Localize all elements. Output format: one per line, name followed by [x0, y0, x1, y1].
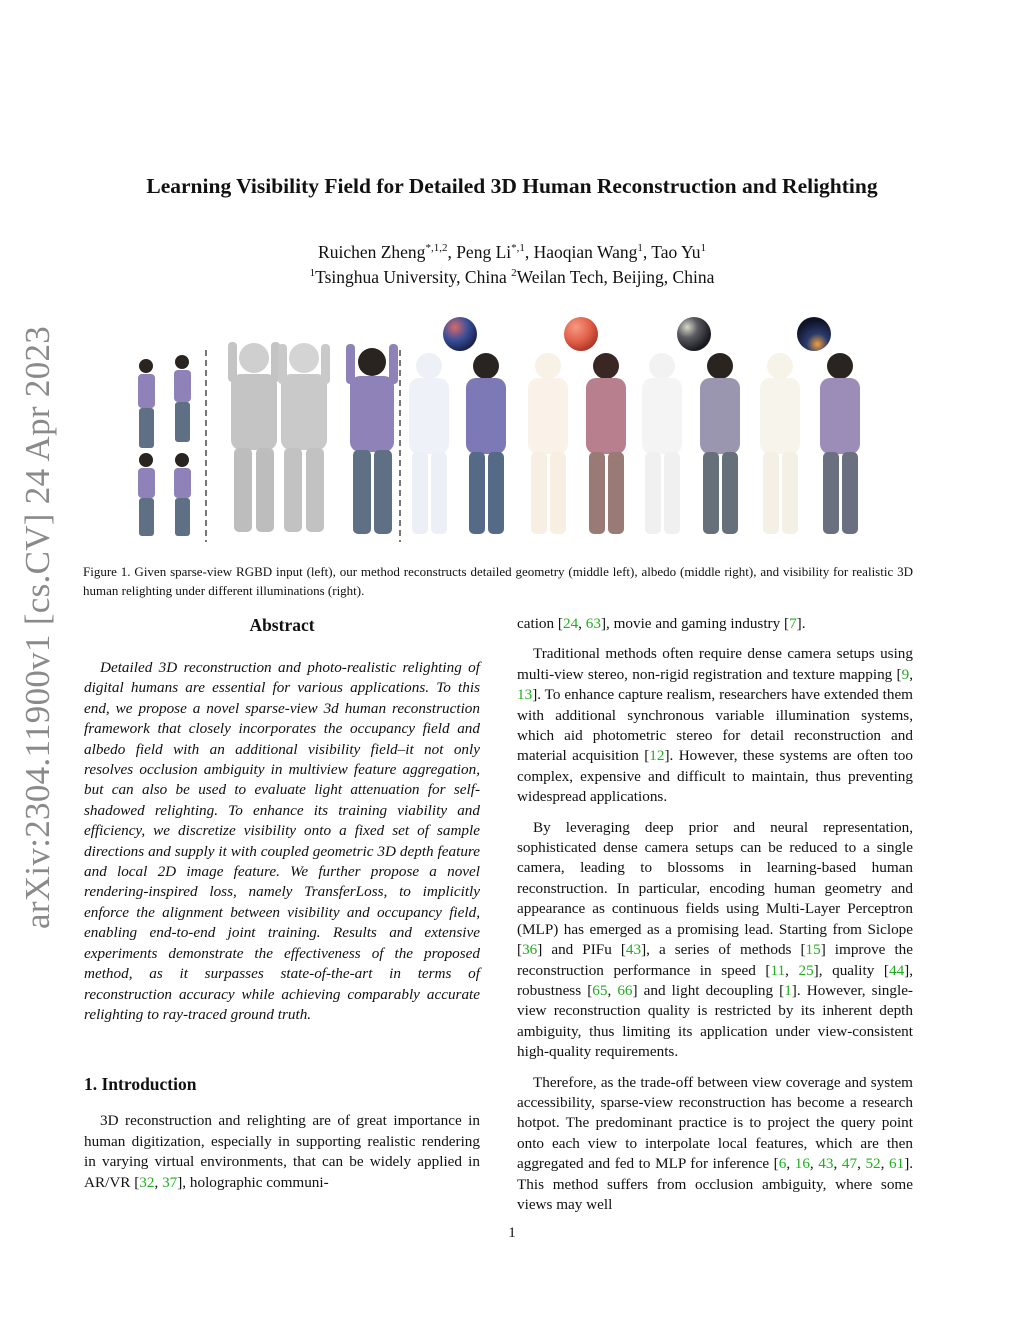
geometry-front	[228, 342, 280, 532]
citation-link[interactable]: 52	[865, 1155, 881, 1173]
relight-1	[409, 317, 506, 534]
citation-link[interactable]: 66	[617, 981, 633, 999]
citation-link[interactable]: 7	[789, 615, 797, 632]
author-4: Tao Yu	[651, 242, 701, 262]
paper-title: Learning Visibility Field for Detailed 3D Human Reconstruction and Relighting	[146, 174, 878, 198]
input-view-3	[138, 453, 155, 536]
affiliation-1: Tsinghua University, China	[315, 267, 507, 287]
arxiv-stamp: arXiv:2304.11900v1 [cs.CV] 24 Apr 2023	[18, 325, 57, 929]
relight-3	[642, 317, 740, 534]
author-4-sup: 1	[700, 242, 706, 255]
intro-paragraph-2: Traditional methods often require dense camera setups using multi-view stereo, non-rigid registration and texture mapping [9, 13]. To enhance capture realism, researchers have extended them with additional synchronous variable illumination systems, which aid photometric stereo for detail reconstruction and material acquisition [12]. However, these systems are often too complex, expensive and difficult to maintain, thus preventing widespread applications.	[517, 645, 913, 806]
citation-link[interactable]: 61	[889, 1155, 905, 1173]
author-2-sup: *,1	[511, 242, 525, 255]
page-number: 1	[508, 1225, 516, 1241]
input-view-2	[174, 355, 191, 442]
citation-link[interactable]: 24	[562, 615, 579, 632]
author-names: Ruichen Zheng$^{*,1,2}$, Peng $Li^{*,1}$, Haoqian Wang$^1$, Tao Yu$^1$	[318, 242, 706, 262]
citation-link[interactable]: 32	[139, 1173, 155, 1191]
input-view-4	[174, 453, 191, 536]
figure-1-caption: Figure 1. Given sparse-view RGBD input (left), our method reconstructs detailed geometry (middle left), albedo (middle right), and visibility for realistic 3D human relighting under different illuminations (right).	[83, 564, 913, 598]
env-light-sphere-2	[564, 317, 598, 351]
left-column	[84, 614, 480, 1203]
citation-link[interactable]: 1	[784, 981, 792, 999]
intro-continuation: cation [24, 63], movie and gaming industry [7].	[517, 615, 806, 632]
citation-link[interactable]: 12	[649, 747, 665, 765]
geometry-back	[278, 343, 330, 532]
env-light-sphere-1	[443, 317, 477, 351]
citation-link[interactable]: 11	[770, 961, 786, 979]
aff-2-sup: 2	[511, 267, 517, 280]
right-column	[517, 614, 913, 1225]
citation-link[interactable]: 13	[517, 686, 533, 704]
citation-link[interactable]: 36	[522, 941, 538, 959]
aff-1-sup: 1	[309, 267, 316, 280]
citation-link[interactable]: 43	[818, 1155, 834, 1173]
author-2: Peng Li	[456, 242, 512, 262]
relight-2	[528, 317, 626, 534]
citation-link[interactable]: 16	[794, 1155, 810, 1173]
input-view-1	[138, 359, 155, 448]
relight-4	[760, 317, 860, 534]
intro-paragraph-4: Therefore, as the trade-off between view coverage and system accessibility, sparse-view reconstruction has become a research hotpot. The predominant practice is to project the query point onto each view to interpolate local features, which are then aggregated and fed to MLP for inference [6, 16, 43, 47, 52, 61]. This method suffers from occlusion ambiguity, where some views may well	[517, 1073, 914, 1213]
intro-paragraph-1: 3D reconstruction and relighting are of great importance in human digitization, especially in supporting realistic rendering in varying virtual environments, that can be widely applied in AR/VR [32, 37], holographic communi-	[84, 1112, 480, 1191]
author-block	[40, 240, 984, 290]
citation-link[interactable]: 37	[162, 1173, 178, 1191]
citation-link[interactable]: 47	[841, 1155, 858, 1173]
author-1: Ruichen Zheng	[318, 242, 426, 262]
albedo-render	[346, 344, 398, 534]
citation-link[interactable]: 25	[798, 961, 814, 979]
citation-link[interactable]: 6	[778, 1155, 787, 1173]
abstract-text: Detailed 3D reconstruction and photo-realistic relighting of digital humans are essential for various applications. To this end, we propose a novel sparse-view 3d human reconstruction framework that closely incorporates the occupancy field and albedo field with an additional visibility field–it not only resolves occlusion ambiguity in multiview feature aggregation, but can also be used to evaluate light attenuation for self-shadowed relighting. To enhance its training viability and efficiency, we discretize visibility onto a fixed set of sample directions and supply it with coupled geometric 3D depth feature and local 2D image feature. We further propose a novel rendering-inspired loss, namely TransferLoss, to implicitly enforce the alignment between visibility and occupancy field, enabling end-to-end joint training. Results and extensive experiments demonstrate the effectiveness of the proposed method, as it surpasses state-of-the-art in terms of reconstruction accuracy while achieving comparably accurate relighting to ray-traced ground truth.	[84, 659, 480, 1023]
citation-link[interactable]: 9	[901, 665, 910, 683]
author-3: Haoqian Wang	[533, 242, 638, 262]
citation-link[interactable]: 43	[625, 941, 642, 959]
citation-link[interactable]: 63	[585, 615, 601, 632]
affiliations	[40, 265, 984, 290]
author-1-sup: *,1,2	[425, 242, 448, 255]
introduction-heading: 1. Introduction	[84, 1074, 197, 1095]
author-3-sup: 1	[637, 242, 643, 255]
abstract-heading: Abstract	[249, 615, 315, 635]
citation-link[interactable]: 65	[592, 981, 608, 999]
citation-link[interactable]: 15	[805, 941, 821, 959]
figure-1-illustration	[124, 314, 902, 546]
env-light-sphere-4	[797, 317, 831, 351]
intro-paragraph-3: By leveraging deep prior and neural representation, sophisticated dense camera setups can be reduced to a single camera, leading to blossoms in learning-based human reconstruction. In particular, encoding human geometry and appearance as continuous fields using Multi-Layer Perceptron (MLP) has emerged as a promising lead. Starting from Siclope [36] and PIFu [43], a series of methods [15] improve the reconstruction performance in speed [11, 25], quality [44], robustness [65, 66] and light decoupling [1]. However, single-view reconstruction quality is restricted by its inherent depth ambiguity, thus limiting its application under view-consistent high-quality requirements.	[517, 818, 914, 1061]
affiliation-2: Weilan Tech, Beijing, China	[516, 267, 715, 287]
env-light-sphere-3	[677, 317, 711, 351]
citation-link[interactable]: 44	[888, 961, 905, 979]
